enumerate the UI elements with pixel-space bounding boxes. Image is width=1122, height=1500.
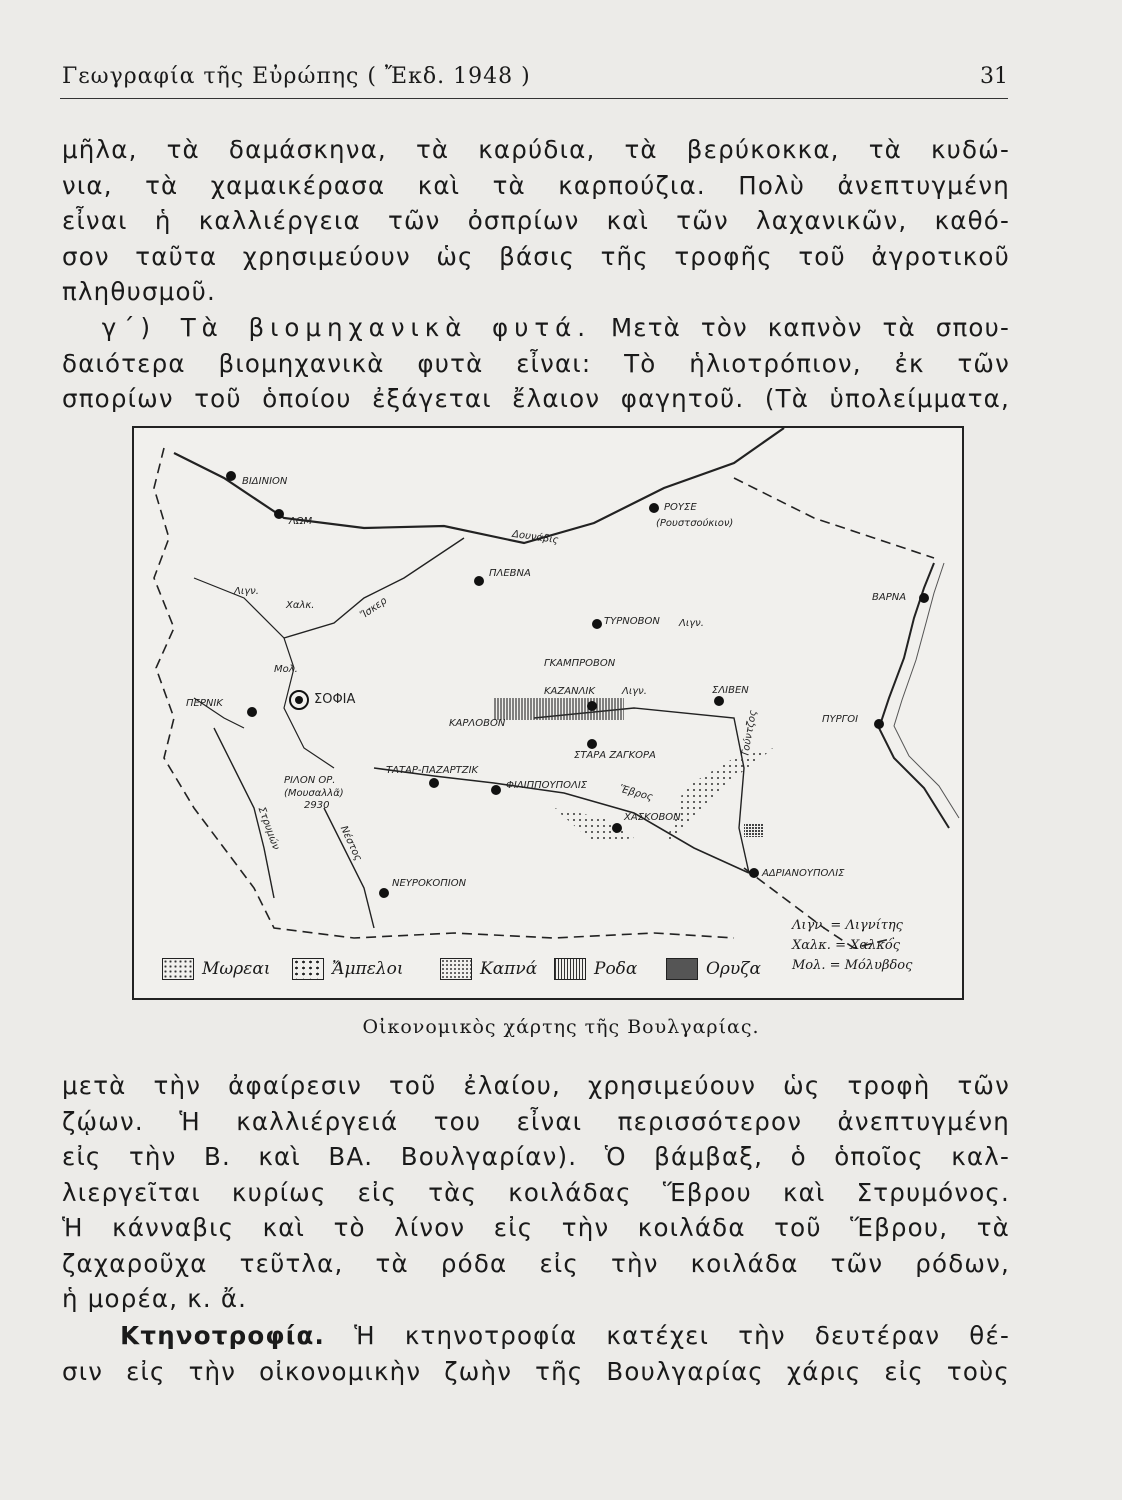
iskar-river	[284, 538, 464, 638]
map-caption: Οἰκονομικὸς χάρτης τῆς Βουλγαρίας.	[362, 1016, 760, 1038]
header-title: Γεωγραφία τῆς Εὐρώπης ( Ἔκδ. 1948 )	[62, 64, 531, 89]
text-line	[62, 310, 1010, 346]
map-label-tatar-pazardzik: ΤΑΤΑΡ-ΠΑΖΑΡΤΖΙΚ	[386, 765, 479, 776]
paragraph-livestock	[62, 1318, 1010, 1389]
map-label-filippoupolis: ΦΙΛΙΠΠΟΥΠΟΛΙΣ	[506, 780, 588, 791]
legend-swatch	[554, 958, 586, 980]
legend-label: Καπνά	[480, 959, 538, 979]
text-line	[62, 1318, 1010, 1354]
map-label-plevna: ΠΛΕΒΝΑ	[489, 568, 531, 579]
text-line: δαιότερα βιομηχανικὰ φυτὰ εἶναι: Τὸ ἡλιοτρόπιον, ἐκ τῶν	[62, 348, 1010, 378]
text-line: μῆλα, τὰ δαμάσκηνα, τὰ καρύδια, τὰ βερύκοκκα, τὰ κυδώ-	[62, 135, 1010, 164]
legend-item-vineyards	[292, 956, 404, 982]
map-label-tountzos: Τούντζος	[740, 709, 760, 758]
map-label-strymon: Στρυμών	[255, 805, 282, 852]
map-label-nevrokopion: ΝΕΥΡΟΚΟΠΙΟΝ	[392, 878, 467, 889]
economic-map-bulgaria	[132, 426, 964, 1000]
map-label-rouse: ΡΟΥΣΕ	[664, 502, 697, 513]
text-line: εἶναι ἡ καλλιέργεια τῶν ὀσπρίων καὶ τῶν λαχανικῶν, καθό-	[62, 206, 1010, 235]
city-marker	[274, 509, 284, 519]
city-marker	[749, 868, 759, 878]
text-line: μετὰ τὴν ἀφαίρεσιν τοῦ ἐλαίου, χρησιμεύουν ὡς τροφὴ τῶν	[62, 1071, 1010, 1100]
mulberry-area	[554, 808, 634, 843]
text-line: σον ταῦτα χρησιμεύουν ὡς βάσις τῆς τροφῆς τοῦ ἀγροτικοῦ	[62, 241, 1010, 271]
map-drawing	[134, 428, 962, 998]
map-label-sliven: ΣΛΙΒΕΝ	[712, 685, 749, 696]
map-label-adrianoupolis: ΑΔΡΙΑΝΟΥΠΟΛΙΣ	[762, 868, 845, 879]
map-label-mousalla: (Μουσαλλᾶ)	[284, 788, 344, 799]
map-label-pernik: ΠΕΡΝΙΚ	[186, 698, 223, 709]
city-marker	[714, 696, 724, 706]
text-line: λιεργεῖται κυρίως εἰς τὰς κοιλάδας Ἕβρου καὶ Στρυμόνος.	[62, 1177, 1010, 1207]
map-label-rilon-oros: ΡΙΛΟΝ ΟΡ.	[284, 775, 336, 786]
map-label-iskar: Ἴσκερ	[358, 595, 390, 622]
map-label-sofia: ΣΟΦΙΑ	[314, 692, 356, 707]
text-line: πληθυσμοῦ.	[62, 277, 217, 306]
nestos-river	[324, 808, 374, 928]
map-label-rouse-alt: (Ρουστσούκιον)	[656, 518, 734, 529]
city-marker	[226, 471, 236, 481]
rose-valley	[494, 698, 624, 720]
abbreviation-copper: Χαλκ. = Χαλκός	[792, 938, 900, 953]
text-line: ζαχαροῦχα τεῦτλα, τὰ ρόδα εἰς τὴν κοιλάδα τῶν ρόδων,	[62, 1248, 1010, 1278]
city-marker	[429, 778, 439, 788]
city-marker	[379, 888, 389, 898]
city-marker	[474, 576, 484, 586]
page-number: 31	[980, 64, 1008, 89]
city-marker	[592, 619, 602, 629]
section-heading: γ΄) Τὰ βιομηχανικὰ φυτά.	[101, 313, 592, 342]
text-fragment: Μετὰ τὸν καπνὸν τὰ σπου-	[610, 313, 1010, 342]
map-label-mousalla-height: 2930	[304, 800, 330, 811]
legend-item-tobacco	[440, 956, 537, 982]
legend-item-roses	[554, 956, 637, 982]
map-label-lignite: Λιγν.	[622, 686, 647, 697]
city-marker	[919, 593, 929, 603]
running-header	[60, 58, 1008, 99]
border-line	[744, 868, 894, 948]
text-line: σιν εἰς τὴν οἰκονομικὴν ζωὴν τῆς Βουλγαρίας χάρις εἰς τοὺς	[62, 1356, 1010, 1386]
legend-swatch	[666, 958, 698, 980]
map-label-danube: Δουνάβις	[511, 528, 560, 547]
map-label-varna: ΒΑΡΝΑ	[872, 592, 907, 603]
text-line: σπορίων τοῦ ὁποίου ἐξάγεται ἔλαιον φαγητοῦ. (Τὰ ὑπολείμματα,	[62, 384, 1010, 413]
legend-item-mulberry	[162, 956, 271, 982]
map-label-stara-zagora: ΣΤΑΡΑ ΖΑΓΚΟΡΑ	[574, 750, 656, 761]
map-label-evros: Ἕβρος	[618, 783, 654, 804]
section-heading: Κτηνοτροφία.	[120, 1321, 326, 1350]
rice-area	[744, 823, 764, 837]
abbreviation-lead: Μολ. = Μόλυβδος	[792, 958, 913, 973]
legend-swatch	[162, 958, 194, 980]
legend-label: Ἄμπελοι	[332, 959, 404, 979]
legend-label: Ροδα	[594, 959, 638, 979]
abbreviation-lignite: Λιγν. = Λιγνίτης	[792, 918, 903, 933]
map-label-lead: Μολ.	[274, 664, 298, 675]
text-line: νια, τὰ χαμαικέρασα καὶ τὰ καρπούζια. Πολὺ ἀνεπτυγμένη	[62, 170, 1010, 200]
legend-swatch	[292, 958, 324, 980]
map-label-copper: Χαλκ.	[286, 600, 315, 611]
legend-label: Ορυζα	[706, 959, 761, 979]
text-line: εἰς τὴν Β. καὶ ΒΑ. Βουλγαρίαν). Ὁ βάμβαξ, ὁ ὁποῖος καλ-	[62, 1142, 1010, 1171]
text-line: Ἡ κάνναβις καὶ τὸ λίνον εἰς τὴν κοιλάδα τοῦ Ἕβρου, τὰ	[62, 1213, 1010, 1242]
map-label-nestos: Νέστος	[337, 824, 364, 863]
city-marker	[247, 707, 257, 717]
capital-marker	[295, 696, 303, 704]
map-label-lom: ΛΩΜ	[289, 516, 313, 527]
city-marker	[649, 503, 659, 513]
paragraph-industrial-plants	[62, 310, 1010, 417]
map-label-kazanlik: ΚΑΖΑΝΛΙΚ	[544, 686, 595, 697]
legend-swatch	[440, 958, 472, 980]
city-marker	[587, 739, 597, 749]
map-label-gabrovon: ΓΚΑΜΠΡΟΒΟΝ	[544, 658, 616, 669]
border-line	[154, 448, 734, 938]
map-label-lignite: Λιγν.	[679, 618, 704, 629]
legend-label: Μωρεαι	[202, 959, 271, 979]
text-line: ζῴων. Ἡ καλλιέργειά του εἶναι περισσότερον ἀνεπτυγμένη	[62, 1106, 1010, 1136]
map-label-karlovon: ΚΑΡΛΟΒΟΝ	[449, 718, 506, 729]
paragraph-fruits	[62, 132, 1010, 310]
city-marker	[587, 701, 597, 711]
text-fragment: Ἡ κτηνοτροφία κατέχει τὴν δευτέραν θέ-	[354, 1321, 1010, 1350]
map-label-vidinion: ΒΙΔΙΝΙΟΝ	[242, 476, 288, 487]
legend-item-rice	[666, 956, 761, 982]
city-marker	[874, 719, 884, 729]
paragraph-cotton	[62, 1068, 1010, 1317]
map-label-pyrgoi: ΠΥΡΓΟΙ	[822, 714, 859, 725]
map-label-lignite: Λιγν.	[234, 586, 259, 597]
city-marker	[612, 823, 622, 833]
border-line	[734, 478, 934, 558]
map-label-tyrnovon: ΤΥΡΝΟΒΟΝ	[604, 616, 660, 627]
text-line: ἡ μορέα, κ. ἄ.	[62, 1284, 248, 1313]
map-label-haskovo: ΧΑΣΚΟΒΟΝ	[624, 812, 681, 823]
city-marker	[491, 785, 501, 795]
